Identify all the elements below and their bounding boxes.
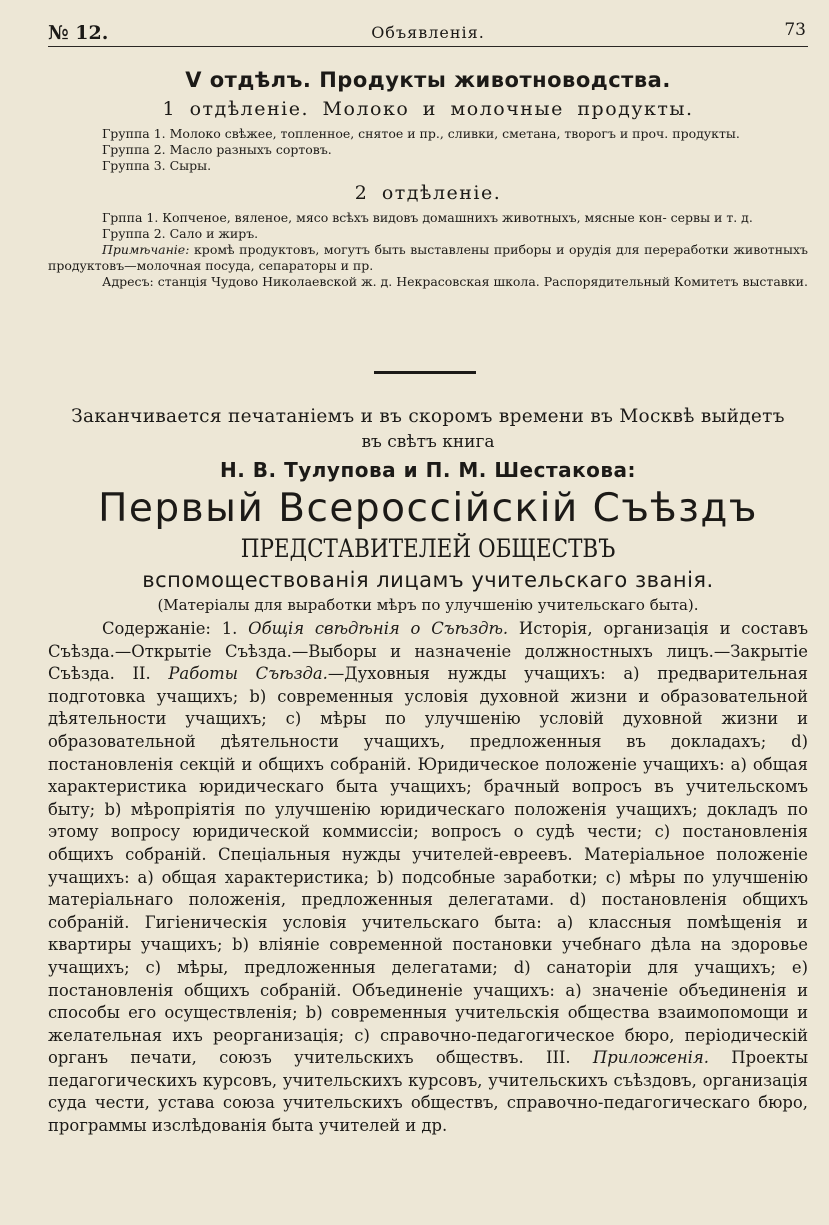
contents-part3: —Духовныя нужды учащихъ: a) предварительная подготовка учащихъ; b) современныя условія духовной жизни и образовательной дѣятельности учащихъ; c) мѣры по улучшенію условій духовной жизни и образовательной дѣятельности учащихъ, предложенныя въ докладахъ; d) постановленія секцій и общихъ собраній. Юридическое положеніе учащихъ: a) общая характеристика юридическаго быта учащихъ; брачный вопросъ въ учительскомъ быту; b) мѣропріятія по улучшенію юридическаго положенія учащихъ; докладъ по этому вопросу юридической коммиссіи; вопросъ о судѣ чести; c) постановленія общихъ собраній. Спеціальныя нужды учителей-евреевъ. Матеріальное положеніе учащихъ: a) общая характеристика; b) подсобные заработки; c) мѣры по улучшенію матеріальнаго положенія, предложенныя делегатами. d) постановленія общихъ собраній. Гигіеническія условія учительскаго быта: a) классныя помѣщенія и квартиры учащихъ; b) вліяніе современной постановки учебнаго дѣла на здоровье учащихъ; c) мѣры, предложенныя делегатами; d) санаторіи для учащихъ; e) постановленія общихъ собраній. Объединеніе учащихъ: a) значеніе объединенія и способы его осуществленія; b) современныя учительскія общества взаимопомощи и желательная ихъ реорганизація; c) справочно-педагогическое бюро, періодическій органъ печати, союзъ учительскихъ обществъ. III. — [48, 664, 808, 1068]
dept2-title: 2 отдѣленіе. — [354, 182, 502, 204]
book-contents — [48, 618, 808, 1138]
running-header — [48, 18, 808, 47]
note-text: кромѣ продуктовъ, могутъ быть выставлены приборы и орудія для переработки животныхъ продуктовъ—молочная посуда, сепараторы и пр. — [48, 242, 808, 273]
contents-italic2: Работы Съѣзда. — [168, 664, 328, 684]
contents-part4: Проекты педагогическихъ курсовъ, учительскихъ курсовъ, учительскихъ съѣздовъ, организація суда чести, устава союза учительскихъ обществъ, справочно-педагогическаго бюро, программы изслѣдованія быта учителей и др. — [48, 1048, 809, 1136]
dept2-note — [48, 242, 808, 274]
book-materials-note: (Матеріалы для выработки мѣръ по улучшенію учительскаго быта). — [157, 596, 699, 614]
dept2-group2: Группа 2. Сало и жиръ. — [102, 226, 259, 241]
book-title: Первый Всероссійскій Съѣздъ — [98, 486, 758, 531]
book-subtitle1: ПРЕДСТАВИТЕЛЕЙ ОБЩЕСТВЪ — [240, 534, 616, 563]
section-divider — [374, 371, 476, 374]
page-number: 73 — [784, 20, 806, 40]
contents-part2: Исторія, организація и составъ Съѣзда.—Открытіе Съѣзда.—Выборы и назначеніе должностныхъ лицъ.—Закрытіе Съѣзда. II. — [48, 619, 808, 684]
contents-italic1: Общія свѣдѣнія о Съѣздѣ. — [248, 619, 509, 638]
dept1-title: 1 отдѣленіе. Молоко и молочные продукты. — [162, 98, 694, 120]
book-subtitle2: вспомоществованія лицамъ учительскаго званія. — [142, 568, 714, 592]
header-title: Объявленія. — [371, 23, 485, 42]
dept2-address: Адресъ: станція Чудово Николаевской ж. д. Некрасовская школа. Распорядительный Комитетъ выставки. — [102, 274, 808, 289]
note-label: Примѣчаніе: — [102, 242, 190, 257]
ad-intro-line2: въ свѣтъ книга — [361, 432, 495, 452]
dept1-group2: Группа 2. Масло разныхъ сортовъ. — [102, 142, 332, 157]
book-advertisement — [48, 404, 808, 1138]
dept2-group1: Грппа 1. Копченое, вяленое, мясо всѣхъ видовъ домашнихъ животныхъ, мясные кон- сервы и т. д. — [102, 210, 753, 225]
book-authors: Н. В. Тулупова и П. М. Шестакова: — [219, 458, 637, 482]
document-page — [48, 0, 808, 1225]
dept1-group1: Группа 1. Молоко свѣжее, топленное, снятое и пр., сливки, сметана, творогъ и проч. продукты. — [102, 126, 740, 141]
section-title: V отдѣлъ. Продукты животноводства. — [185, 68, 671, 92]
ad-intro-line1: Заканчивается печатаніемъ и въ скоромъ времени въ Москвѣ выйдетъ — [71, 406, 785, 427]
contents-italic3: Приложенія. — [592, 1048, 709, 1068]
dept1-group3: Группа 3. Сыры. — [102, 158, 212, 173]
livestock-section — [48, 68, 808, 290]
issue-number: № 12. — [48, 22, 109, 44]
contents-part1: Содержаніе: 1. — [102, 619, 249, 638]
